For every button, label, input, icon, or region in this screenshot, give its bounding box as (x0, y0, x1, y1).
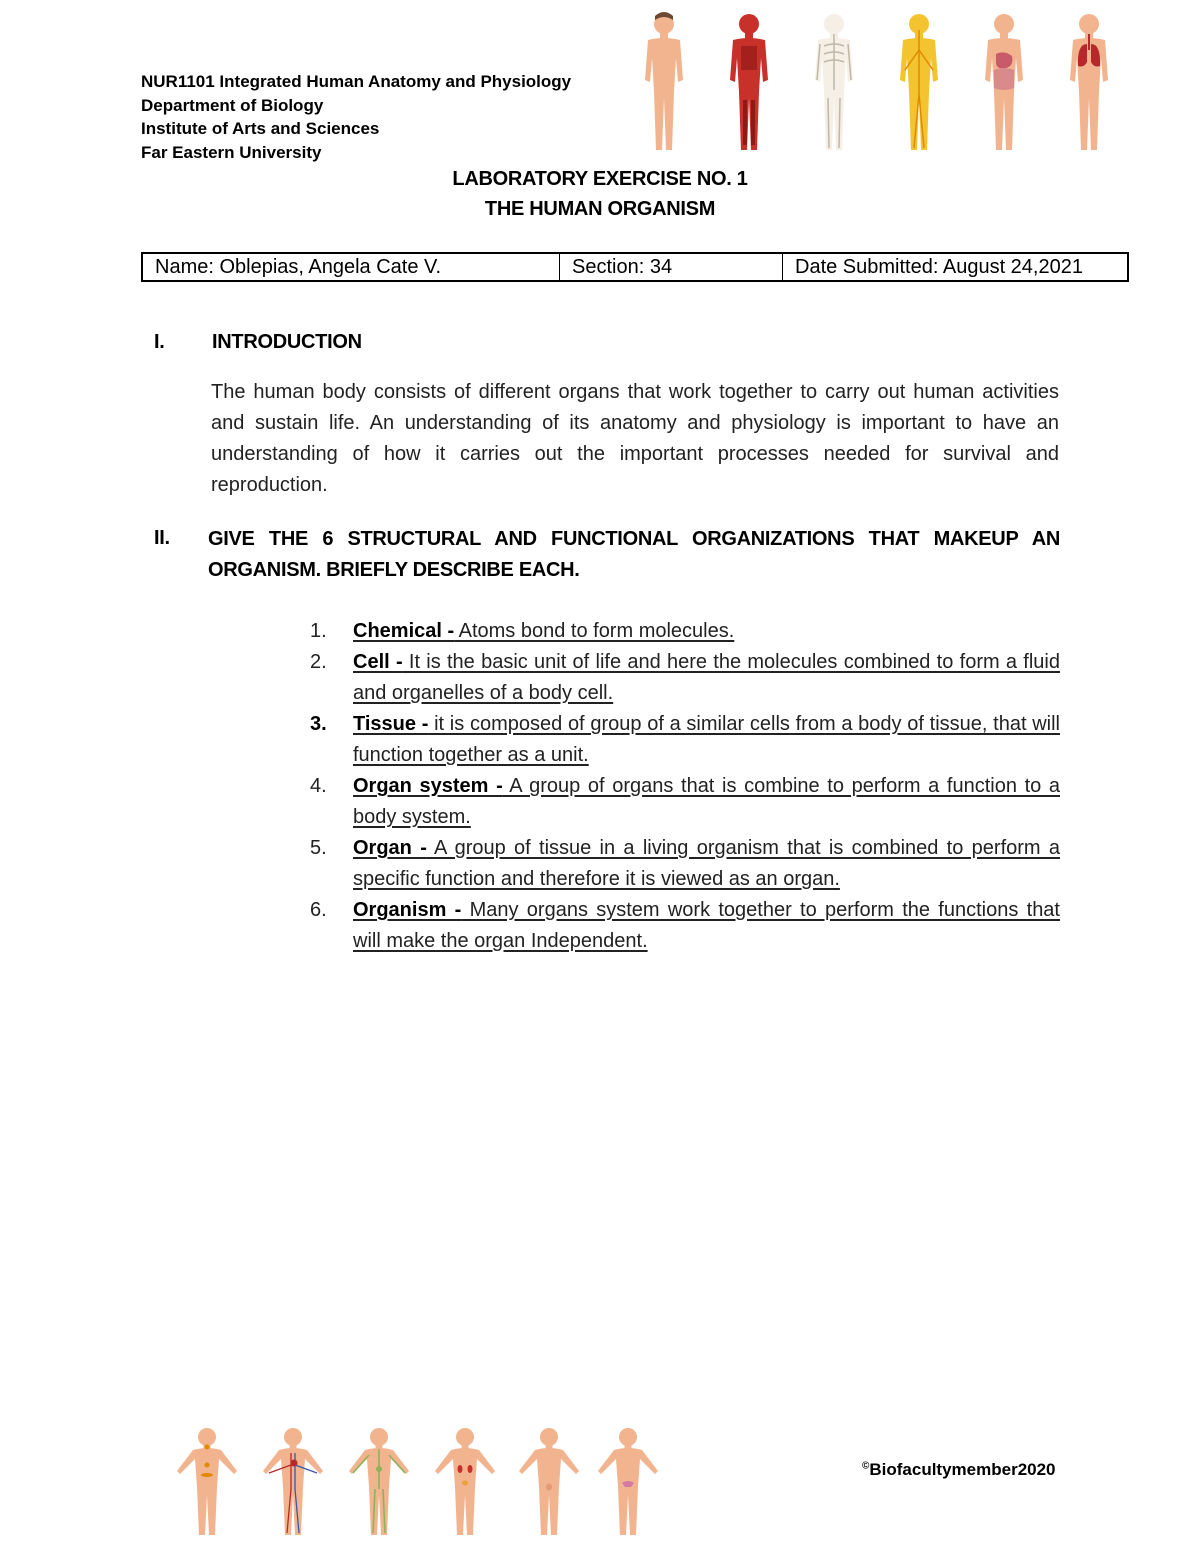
item-term: Organism - (353, 899, 462, 921)
digestive-figure-icon (985, 14, 1023, 150)
cardiovascular-figure-icon (263, 1428, 323, 1535)
list-item (310, 895, 1060, 957)
item-number: 2. (310, 651, 327, 673)
item-description: A group of organs that is combine to perform a function to a body system. (353, 775, 1060, 828)
institute-name: Institute of Arts and Sciences (141, 119, 380, 138)
lymphatic-figure-icon (349, 1428, 409, 1535)
item-description: it is composed of group of a similar cells from a body of tissue, that will function together as a unit. (353, 713, 1060, 766)
item-description: Atoms bond to form molecules. (454, 620, 735, 642)
credit-text: Biofacultymember2020 (869, 1460, 1056, 1479)
student-info-table (141, 252, 1129, 282)
item-term: Organ - (353, 837, 427, 859)
list-item (310, 616, 1060, 647)
bottom-figures-svg (160, 1425, 680, 1540)
urinary-figure-icon (435, 1428, 495, 1535)
item-term: Chemical - (353, 620, 455, 642)
list-item (310, 647, 1060, 709)
exercise-topic-title: THE HUMAN ORGANISM (484, 198, 716, 220)
endocrine-figure-icon (177, 1428, 237, 1535)
university-name: Far Eastern University (141, 142, 322, 162)
introduction-paragraph: The human body consists of different organs that work together to carry out human activities and sustain life. An understanding of its anatomy and physiology is important to have an understanding of how it carries out the important processes needed for survival and reproduction. (211, 381, 1059, 496)
section2-heading: GIVE THE 6 STRUCTURAL AND FUNCTIONAL ORGANIZATIONS THAT MAKEUP AN ORGANISM. BRIEFLY DESCRIBE EACH. (208, 528, 1060, 581)
item-description: It is the basic unit of life and here the molecules combined to form a fluid and organelles of a body cell. (353, 651, 1060, 704)
item-text (353, 709, 1060, 771)
female-reproductive-figure-icon (598, 1428, 658, 1535)
section-cell: Section: 34 (560, 254, 783, 280)
muscular-figure-icon (730, 14, 768, 150)
section1-number: I. (154, 331, 165, 353)
list-item (310, 833, 1060, 895)
item-text (353, 616, 1060, 647)
exercise-number-title: LABORATORY EXERCISE NO. 1 (452, 168, 748, 190)
date-submitted-cell: Date Submitted: August 24,2021 (795, 256, 1083, 278)
item-term: Tissue - (353, 713, 429, 735)
list-item (310, 709, 1060, 771)
list-item (310, 771, 1060, 833)
item-text (353, 833, 1060, 895)
skeletal-figure-icon (815, 14, 853, 150)
course-header (141, 70, 571, 164)
section2-number: II. (154, 527, 170, 549)
copyright-credit (862, 1460, 1056, 1480)
nervous-figure-icon (900, 14, 938, 150)
item-number: 4. (310, 775, 327, 797)
item-text (353, 771, 1060, 833)
item-term: Organ system - (353, 775, 503, 797)
section1-heading: INTRODUCTION (212, 331, 362, 353)
department-name: Department of Biology (141, 95, 324, 115)
respiratory-figure-icon (1070, 14, 1108, 150)
student-name-cell: Name: Oblepias, Angela Cate V. (143, 254, 560, 280)
copyright-symbol: © (862, 1460, 870, 1472)
item-description: Many organs system work together to perform the functions that will make the organ Independent. (353, 899, 1060, 952)
item-number: 1. (310, 620, 327, 642)
course-name: NUR1101 Integrated Human Anatomy and Physiology (141, 72, 572, 91)
item-number: 3. (310, 713, 327, 735)
integumentary-figure-icon (645, 12, 683, 150)
bottom-body-systems-illustration (160, 1425, 680, 1540)
item-text (353, 895, 1060, 957)
top-figures-svg (622, 10, 1132, 155)
item-number: 6. (310, 899, 327, 921)
item-description: A group of tissue in a living organism that is combined to perform a specific function and therefore it is viewed as an organ. (353, 837, 1060, 890)
top-body-systems-illustration (622, 10, 1132, 155)
item-text (353, 647, 1060, 709)
male-reproductive-figure-icon (519, 1428, 579, 1535)
organization-levels-list (310, 616, 1060, 957)
item-number: 5. (310, 837, 327, 859)
item-term: Cell - (353, 651, 403, 673)
